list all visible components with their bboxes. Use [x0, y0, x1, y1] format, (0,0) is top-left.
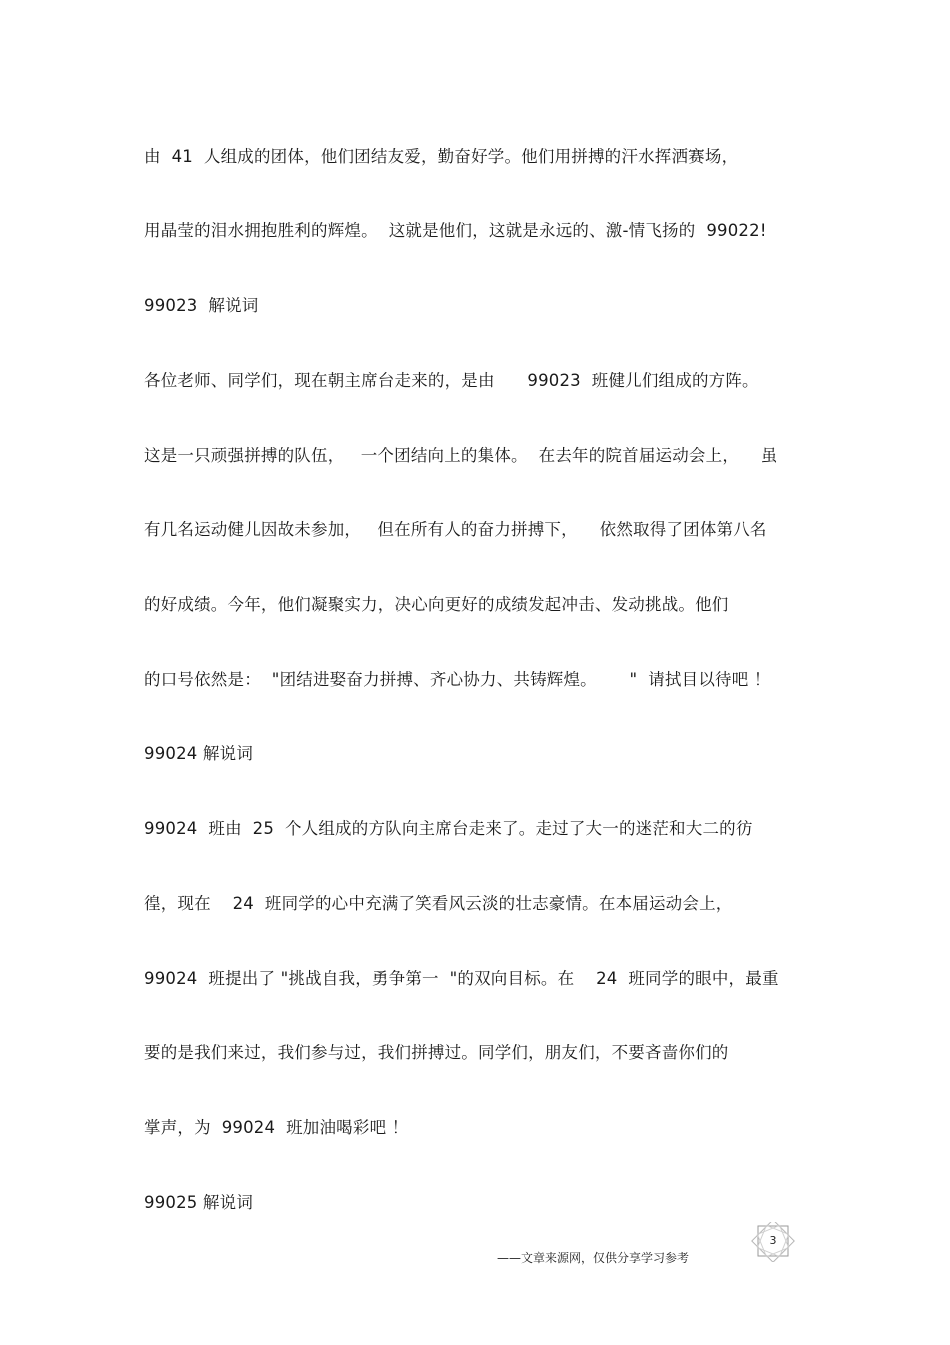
page-number: 3	[769, 1234, 777, 1247]
body-text-line-14: 掌声，为 99024 班加油喝彩吧 ！	[144, 1118, 409, 1137]
body-text-line-8: 的口号依然是： "团结进娶奋力拼搏、齐心协力、共铸辉煌。 " 请拭目以待吧 ！	[144, 670, 771, 689]
section-heading-99023: 99023 解说词	[144, 296, 259, 315]
section-heading-99025: 99025 解说词	[144, 1193, 254, 1212]
body-text-line-2: 用晶莹的泪水拥抱胜利的辉煌。 这就是他们，这就是永远的、激-情飞扬的 99022!	[144, 221, 767, 240]
body-text-line-10: 99024 班由 25 个人组成的方队向主席台走来了。走过了大一的迷茫和大二的彷	[144, 819, 753, 838]
body-text-line-13: 要的是我们来过，我们参与过，我们拼搏过。同学们，朋友们，不要吝啬你们的	[144, 1043, 729, 1062]
body-text-line-6: 有几名运动健儿因故未参加， 但在所有人的奋力拼搏下， 依然取得了团体第八名	[144, 520, 767, 539]
body-text-line-11: 徨，现在 24 班同学的心中充满了笑看风云淡的壮志豪情。在本届运动会上，	[144, 894, 733, 913]
section-heading-99024: 99024 解说词	[144, 744, 254, 763]
body-text-line-7: 的好成绩。今年，他们凝聚实力，决心向更好的成绩发起冲击、发动挑战。他们	[144, 595, 729, 614]
body-text-line-1: 由 41 人组成的团体，他们团结友爱，勤奋好学。他们用拼搏的汗水挥洒赛场，	[144, 147, 739, 166]
body-text-line-4: 各位老师、同学们，现在朝主席台走来的，是由 99023 班健儿们组成的方阵。	[144, 371, 759, 390]
body-text-line-5: 这是一只顽强拼搏的队伍， 一个团结向上的集体。 在去年的院首届运动会上， 虽	[144, 446, 778, 465]
body-text-line-12: 99024 班提出了 "挑战自我，勇争第一 "的双向目标。在 24 班同学的眼中，最重	[144, 969, 779, 988]
source-note: ——文章来源网，仅供分享学习参考	[497, 1251, 690, 1265]
page-number-badge	[750, 1222, 796, 1262]
